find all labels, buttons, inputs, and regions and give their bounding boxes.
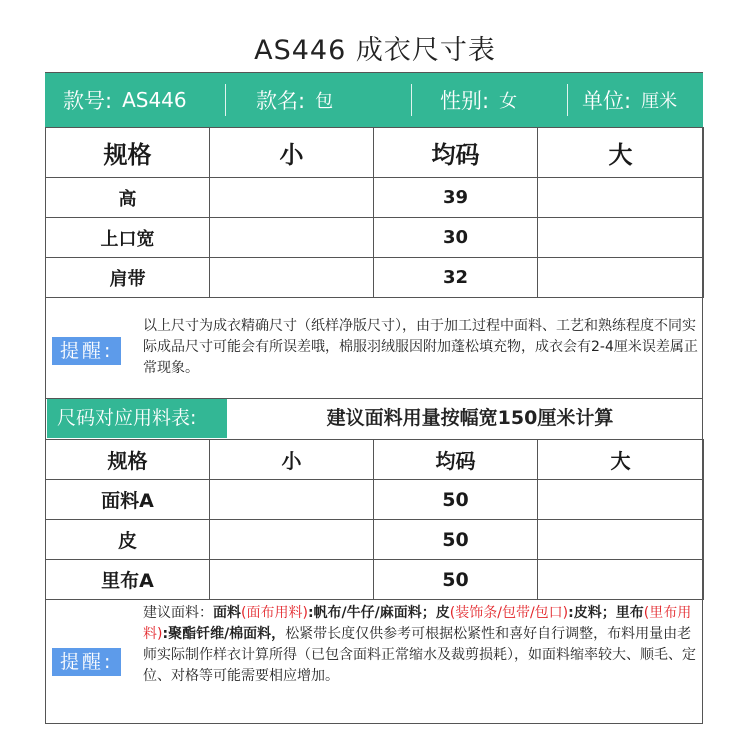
text-run: 建议面料： [143,605,213,621]
style-no-cell [45,73,225,127]
header-small: 小 [210,128,374,178]
highlight-run: (装饰条/包带/包口) [449,605,569,621]
cell-one-size: 50 [374,480,538,520]
row-label: 面料A [46,480,210,520]
cell-large [538,218,704,258]
unit-cell [568,73,702,127]
cell-large [538,560,704,600]
table-row [46,258,704,298]
row-label: 肩带 [46,258,210,298]
text-run: 皮 [435,605,450,621]
fabric-reminder-text [143,603,699,687]
cell-large [538,480,704,520]
highlight-run: (里布用料) [143,605,692,642]
cell-large [538,258,704,298]
gender-value: 女 [499,91,518,112]
text-run: 里布 [615,605,644,621]
table-row [46,178,704,218]
cell-small [210,560,374,600]
reminder-badge: 提醒: [52,648,121,676]
row-label: 里布A [46,560,210,600]
cell-small [210,218,374,258]
cell-one-size: 50 [374,520,538,560]
fabric-section-label: 尺码对应用料表: [47,399,227,438]
unit-label: 单位: [582,89,632,113]
cell-one-size: 30 [374,218,538,258]
gender-label: 性别: [440,89,490,113]
gender-cell [412,73,567,127]
cell-one-size: 50 [374,560,538,600]
unit-value: 厘米 [641,91,678,112]
cell-large [538,520,704,560]
table-row [46,560,704,600]
text-run: :帆布/牛仔/麻面料； [307,605,436,621]
header-spec: 规格 [46,440,210,480]
name-value: 包 [315,91,334,112]
size-table [45,127,704,298]
name-cell [226,73,411,127]
row-label: 皮 [46,520,210,560]
table-row [46,520,704,560]
header-spec: 规格 [46,128,210,178]
cell-small [210,178,374,218]
style-no-label: 款号: [63,89,113,113]
header-small: 小 [210,440,374,480]
size-table-header [46,128,704,178]
header-one-size: 均码 [374,440,538,480]
fabric-table [45,439,704,600]
header-one-size: 均码 [374,128,538,178]
cell-one-size: 32 [374,258,538,298]
row-label: 上口宽 [46,218,210,258]
fabric-section-note: 建议面料用量按幅宽150厘米计算 [326,407,614,429]
text-run: 面料 [213,605,241,621]
style-no-value: AS446 [122,88,187,112]
table-row [46,480,704,520]
reminder-badge: 提醒: [52,337,121,365]
fabric-table-header [46,440,704,480]
cell-small [210,480,374,520]
cell-small [210,520,374,560]
text-run: :皮料； [568,605,616,621]
highlight-run: (面布用料) [241,605,308,621]
cell-large [538,178,704,218]
product-info-bar [45,73,703,127]
reminder-text: 以上尺寸为成衣精确尺寸（纸样净版尺寸），由于加工过程中面料、工艺和熟练程度不同实际成品尺寸可能会有所误差哦，棉服羽绒服因附加蓬松填充物，成衣会有2-4厘米误差属正常现象。 [143,318,698,376]
cell-one-size: 39 [374,178,538,218]
cell-small [210,258,374,298]
header-large: 大 [538,128,704,178]
name-label: 款名: [256,89,306,113]
table-row [46,218,704,258]
text-run: :聚酯钎维/棉面料， [162,626,286,642]
header-large: 大 [538,440,704,480]
text-run: 松紧带长度仅供参考可根据松紧性和喜好自行调整，布料用量由老师实际制作样衣计算所得（已包含面料正常缩水及裁剪损耗），如面料缩率较大、顺毛、定位、对格等可能需要相应增加。 [143,626,696,684]
page-title: AS446 成衣尺寸表 [254,35,496,66]
row-label: 高 [46,178,210,218]
